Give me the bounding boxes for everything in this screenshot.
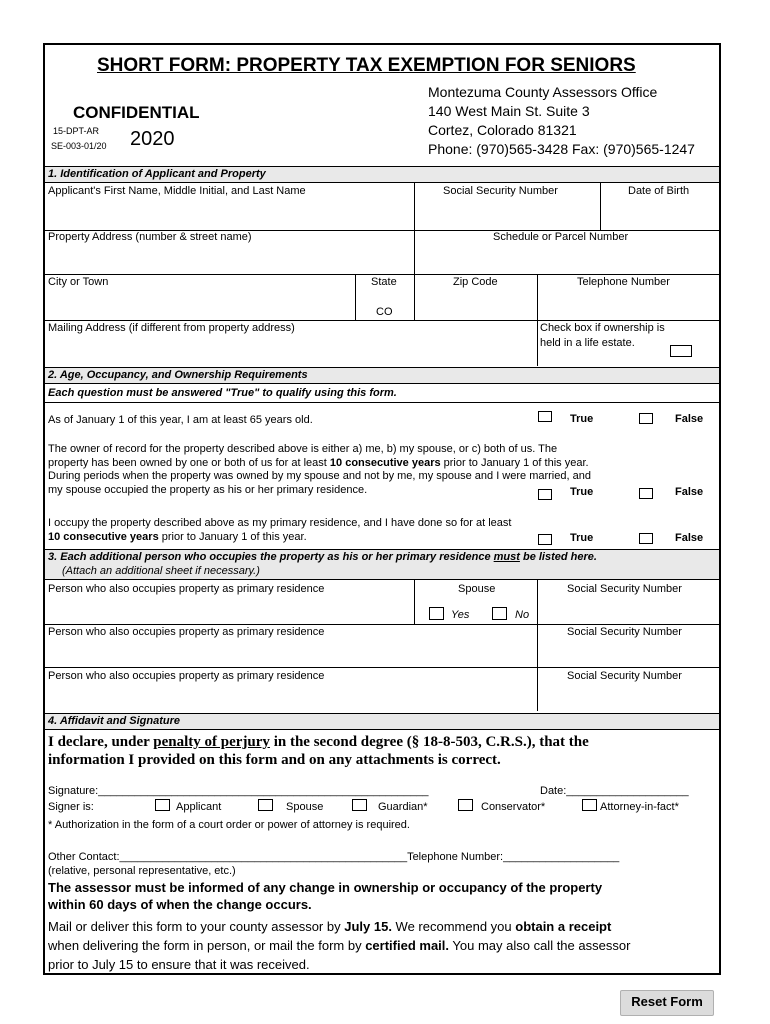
property-address-label: Property Address (number & street name) [48,231,252,243]
question-ownership [48,443,594,498]
tax-exemption-form [43,43,721,975]
occupant-3-ssn-label: Social Security Number [567,670,682,682]
confidential-label: CONFIDENTIAL [73,103,200,122]
signer-guardian-label: Guardian* [378,801,428,813]
change-notice: The assessor must be informed of any change in ownership or occupancy of the property within 60 days of when the change occurs. [48,880,603,912]
office-address-1: 140 West Main St. Suite 3 [428,103,590,119]
ownership-false-checkbox[interactable] [639,488,653,499]
section-2-subheading: Each question must be answered "True" to qualify using this form. [48,387,397,399]
signer-spouse-checkbox[interactable] [258,799,273,811]
ownership-true-checkbox[interactable] [538,489,552,500]
office-phone: Phone: (970)565-3428 Fax: (970)565-1247 [428,141,695,157]
ownership-line-3: During periods when the property was owned by my spouse and not by me, my spouse and I were married, and [48,470,591,482]
residence-true-checkbox[interactable] [538,534,552,545]
city-label: City or Town [48,276,109,288]
section-4-heading: 4. Affidavit and Signature [45,713,719,730]
section-3-note: (Attach an additional sheet if necessary.) [62,565,260,577]
state-value: CO [376,306,393,318]
question-age: As of January 1 of this year, I am at least 65 years old. [48,414,313,426]
section-2-heading: 2. Age, Occupancy, and Ownership Requirements [45,367,719,384]
occupant-1-label: Person who also occupies property as primary residence [48,583,325,595]
spouse-no-label: No [515,609,530,621]
signer-applicant-checkbox[interactable] [155,799,170,811]
relative-note: (relative, personal representative, etc.) [48,865,236,877]
occupant-2-ssn-label: Social Security Number [567,626,682,638]
question-residence [48,517,511,544]
signer-attorney-label: Attorney-in-fact* [600,801,679,813]
signer-conservator-label: Conservator* [481,801,546,813]
signer-applicant-label: Applicant [176,801,222,813]
office-address-2: Cortez, Colorado 81321 [428,122,577,138]
signer-spouse-label: Spouse [286,801,324,813]
assessor-office-info [428,83,695,159]
signature-field[interactable]: Signature:______________________________________________________ [48,785,429,797]
age-true-label: True [570,413,594,425]
signer-attorney-checkbox[interactable] [582,799,597,811]
occupant-2-label: Person who also occupies property as primary residence [48,626,325,638]
dob-label: Date of Birth [628,185,690,197]
signer-conservator-checkbox[interactable] [458,799,473,811]
mailing-instructions: Mail or deliver this form to your county assessor by July 15. We recommend you obtain a receipt when delivering the form in person, or mail the form by certified mail. You may also call the assessor prior to July 15 to ensure that it was received. [48,919,631,972]
residence-false-label: False [675,532,704,544]
section-3-heading: 3. Each additional person who occupies the property as his or her primary residence must be listed here. (Attach an additional sheet if necessary.) [45,549,719,580]
date-field[interactable]: Date:____________________ [540,785,689,797]
residence-true-label: True [570,532,594,544]
occupant-1-ssn-label: Social Security Number [567,583,682,595]
spouse-yes-checkbox[interactable] [429,607,444,620]
authorization-note: * Authorization in the form of a court order or power of attorney is required. [48,819,410,831]
age-false-label: False [675,413,704,425]
spouse-label: Spouse [458,583,496,595]
spouse-yes-label: Yes [451,609,470,621]
perjury-declaration: I declare, under penalty of perjury in the second degree (§ 18-8-503, C.R.S.), that the information I provided on this form and on any attachments is correct. [48,734,589,768]
age-true-checkbox[interactable] [538,411,552,422]
other-contact-field[interactable]: Other Contact:_______________________________________________Telephone Number:___________________ [48,851,620,863]
form-code-2: SE-003-01/20 [51,141,107,151]
reset-form-button[interactable]: Reset Form [620,990,714,1016]
age-false-checkbox[interactable] [639,413,653,424]
signer-guardian-checkbox[interactable] [352,799,367,811]
office-name: Montezuma County Assessors Office [428,84,658,100]
ownership-line-1: The owner of record for the property described above is either a) me, b) my spouse, or c) both of us. The [48,443,558,455]
residence-line-1: I occupy the property described above as my primary residence, and I have done so for at least [48,517,512,529]
form-year: 2020 [130,128,175,150]
schedule-number-label: Schedule or Parcel Number [493,231,629,243]
ownership-true-label: True [570,486,594,498]
form-code-1: 15-DPT-AR [53,126,100,136]
life-estate-label-2: held in a life estate. [540,337,635,349]
residence-line-2: 10 consecutive years prior to January 1 of this year. [48,530,307,543]
ownership-line-2: property has been owned by one or both of us for at least 10 consecutive years prior to January 1 of this year. [48,456,589,469]
mailing-address-label: Mailing Address (if different from property address) [48,322,295,334]
occupant-3-label: Person who also occupies property as primary residence [48,670,325,682]
telephone-label: Telephone Number [577,276,670,288]
signer-is-label: Signer is: [48,801,94,813]
residence-false-checkbox[interactable] [639,533,653,544]
ownership-false-label: False [675,486,704,498]
zip-label: Zip Code [453,276,498,288]
ssn-label: Social Security Number [443,185,558,197]
section-1-heading: 1. Identification of Applicant and Property [45,166,719,183]
state-label: State [371,276,397,288]
form-title: SHORT FORM: PROPERTY TAX EXEMPTION FOR SENIORS [97,55,636,76]
spouse-no-checkbox[interactable] [492,607,507,620]
ownership-line-4: my spouse occupied the property as his or her primary residence. [48,483,368,496]
applicant-name-label: Applicant's First Name, Middle Initial, and Last Name [48,185,306,197]
life-estate-label-1: Check box if ownership is [540,322,665,334]
life-estate-checkbox[interactable] [670,345,692,357]
